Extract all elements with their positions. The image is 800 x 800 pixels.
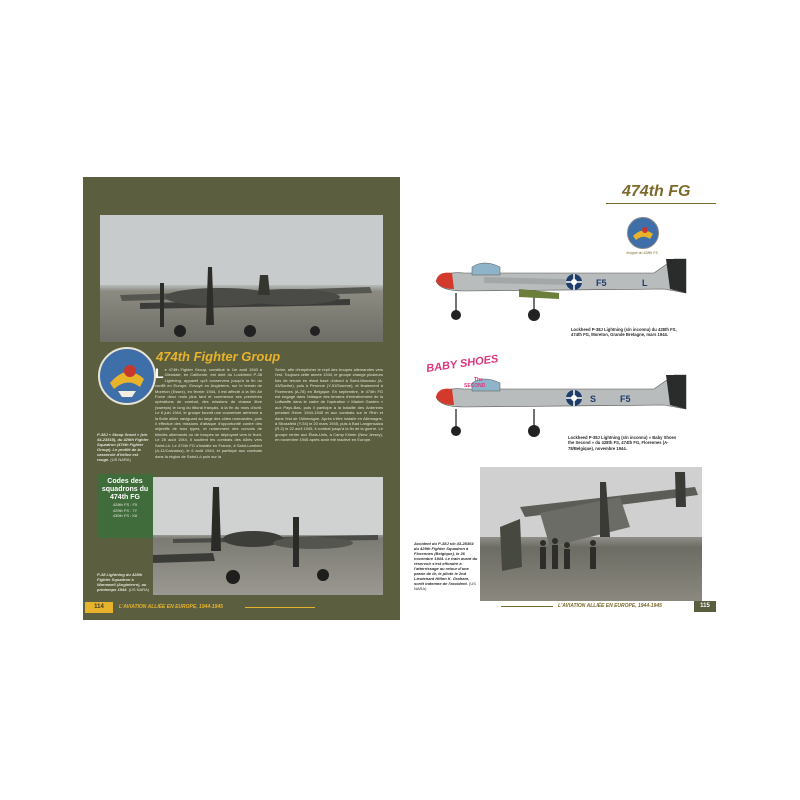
emblem-art-icon [100, 349, 154, 403]
squadron-code: F5 [596, 278, 607, 288]
caption-text: P-38J « Stoop Snoot » (s/n 44-23515), du 429th Fighter Squadron (474th Fighter Group). Le profilé de la casserole d'hélice est rouge. [97, 432, 149, 462]
caption-text: P-38 Lightning du 428th Fighter Squadron à Warmwell (Angleterre), au printemps 1944. [97, 572, 147, 592]
nose-art-second: SECOND [464, 383, 486, 389]
section-title: 474th Fighter Group [156, 349, 281, 364]
code-line: 428th FS : F5 [112, 502, 138, 507]
code-line: 429th FS : 7Y [112, 507, 138, 513]
emblem-caption: Insigne du 428th FS [626, 251, 658, 255]
body-text-column-1 [155, 367, 262, 475]
p38-lineup-illustration [153, 477, 383, 595]
p38-profile-illustration [424, 249, 699, 339]
caption-credit: (US NARA) [110, 457, 131, 462]
aircraft-letter: L [642, 278, 648, 288]
nose-art-the: The [474, 377, 483, 383]
photo-caption-accident [414, 541, 478, 591]
title-rule [606, 203, 716, 204]
code-line: 430th FS : K6 [112, 513, 138, 518]
left-page [83, 177, 400, 620]
footer-rule [245, 607, 315, 608]
photo-p38-parked [100, 215, 383, 342]
page-number: 115 [694, 601, 716, 612]
codes-title: Codes des squadrons du 474th FG [101, 478, 149, 501]
squadron-codes-box [97, 474, 153, 538]
drop-cap: L [155, 367, 164, 381]
profile-caption-1: Lockheed P-38J Lightning (s/n inconnu) du 428th FS, 474th FG, Moreton, Grande Bretagne, mars 1944. [571, 327, 677, 338]
photo-caption-top [97, 432, 151, 462]
photo-caption-bottom [97, 572, 151, 592]
page-number: 114 [85, 602, 113, 613]
body-text-column-2: Seine, afin d'empêcher le repli des troupes allemandes vers l'est. Toujours cette année 1944, le groupe change plusieurs fois de terrain en étant basé d'abord à Saint-Marceau (A-43/Sarthe), puis à Peronne (Y-51/Somme), et finalement à Florennes (A-78) en Belgique. En septembre, le 474th FG est engagé dans l'attaque des terrains d'entraînement de la Luftwaffe dans le cadre de l'opération « Market Garden » aux Pays-Bas, puis il participe à la bataille des Ardennes pendant l'hiver 1944-1945 et aux combats sur le Rhin et dans l'est de l'Allemagne. Après s'être installé en Allemagne, à Strassfeld (Y-54) le 20 mars 1945, puis à Bad Langensalza (R-2) le 22 avril 1945, il combat jusqu'à la fin de la guerre. Le groupe rentre aux États-Unis, à Camp Kilmer (New Jersey), en novembre 1945 après avoir été inactivé en Europe. [275, 367, 383, 443]
photo-p38-lineup [153, 477, 383, 595]
p38-photo-illustration [100, 215, 383, 342]
squadron-code: F5 [620, 394, 631, 404]
428th-fs-emblem [627, 217, 659, 249]
running-title: L'AVIATION ALLIÉE EN EUROPE, 1944-1945 [119, 604, 223, 610]
photo-p38-accident [480, 467, 702, 601]
474th-emblem [98, 347, 156, 405]
squadron-emblem-icon [628, 218, 658, 248]
nose-art-title: BABY SHOES [425, 353, 500, 375]
aircraft-profile-1 [424, 249, 699, 339]
caption-text: Accident du P-38J s/n 43-28364 du 429th Fighter Squadron à Florennes (Belgique), le 26 novembre 1944. Le train avant du réservoir s'est effondré à l'atterrissage au retour d'une passe de tir, le pilote le 2nd Lieutenant Hilton K. Graham, sortit indemne de l'accident. [414, 541, 478, 586]
body-text-1: e 474th Fighter Group, constitué le 1er août 1943 à Glendale, en Californie, est doté du Lockheed P-38 Lightning, appareil qu'il conservera jusqu'à la fin du conflit en Europe. Envoyé en Angleterre, sur le terrain de Moreton (Essex), en février 1944, il est affecté à la 9th Air Force deux mois plus tard et commence ses premières opérations de combat, des missions de chasse libre (sweeps) le long du littoral français, à la fin du mois d'avril. Le 6 juin 1944, le groupe fournit une couverture aérienne à la flotte alliée naviguant au large des côtes normandes, puis il effectue des missions d'attaque d'opportunité contre des objectifs de tous types, et notamment des convois de blindés allemands ou de troupes se déployant vers le front. Le 26 août 1944, il soutient les combats des Alliés vers Saint-Lô. Le 474th FG s'installe en France, à Saint-Lambert (A-11/Calvados), le 6 août 1944, et participe aux combats dans la région de Saint-Lô puis sur la [155, 367, 262, 459]
caption-credit: (US NARA) [128, 587, 150, 592]
footer-rule [501, 606, 553, 607]
running-title: L'AVIATION ALLIÉE EN EUROPE, 1944-1945 [558, 603, 662, 609]
profile-caption-2: Lockheed P-38J Lightning (s/n inconnu) « Baby Shoes the Second » du 428th FS, 474th FG, Florennes (A-78/Belgique), novembre 1944. [568, 435, 677, 451]
p38-accident-illustration [480, 467, 702, 601]
page-title: 474th FG [622, 183, 691, 200]
aircraft-letter: S [590, 394, 597, 404]
caption-credit: (US NARA) [414, 581, 476, 591]
right-page [416, 177, 716, 620]
